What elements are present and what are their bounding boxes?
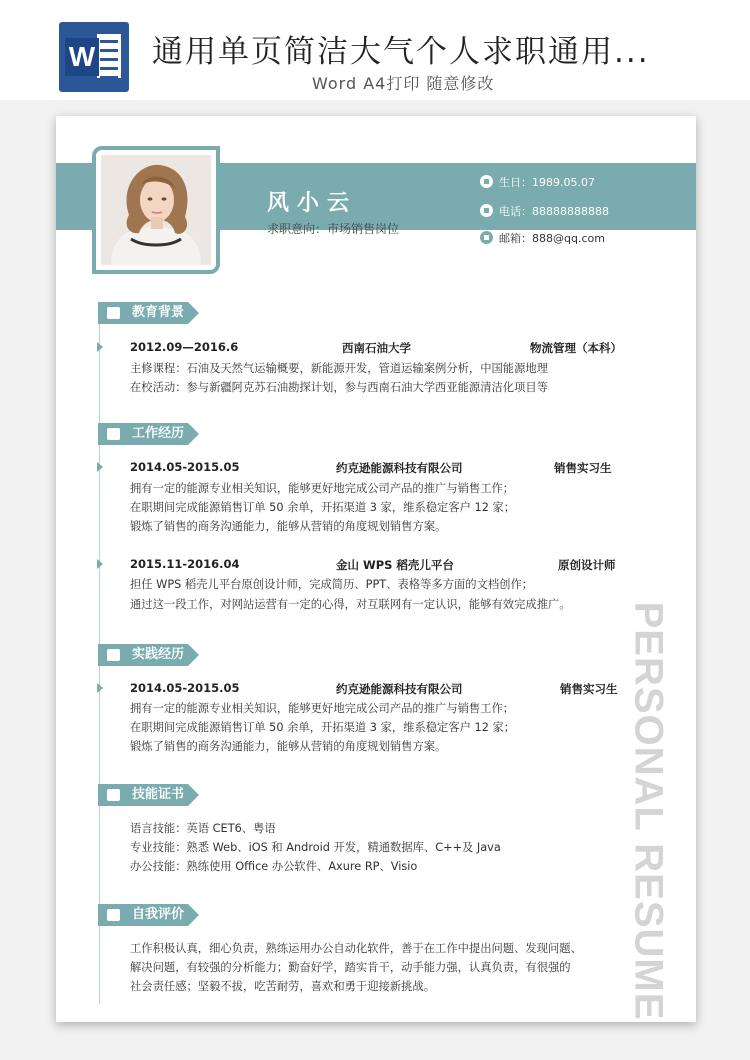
birthday-icon (480, 175, 493, 188)
section-header-skills: 技能证书 (98, 784, 188, 806)
education-line: 在校活动：参与新疆阿克苏石油勘探计划，参与西南石油大学西亚能源清洁化项目等 (130, 381, 548, 394)
section-header-work: 工作经历 (98, 423, 188, 445)
mail-icon (480, 231, 493, 244)
practice-row: 2014.05-2015.05 约克逊能源科技有限公司 销售实习生 (130, 681, 618, 696)
candidate-name: 风小云 (267, 191, 358, 216)
practice-line: 在职期间完成能源销售订单 50 余单，开拓渠道 3 家，维系稳定客户 12 家； (130, 721, 516, 734)
profile-photo (101, 155, 211, 265)
job-intent: 求职意向：市场销售岗位 (267, 222, 400, 236)
work-line: 在职期间完成能源销售订单 50 余单，开拓渠道 3 家，维系稳定客户 12 家； (130, 501, 516, 514)
graduation-cap-icon (107, 307, 120, 319)
self-line: 解决问题，有较强的分析能力；勤奋好学，踏实肯干，动手能力强，认真负责，有很强的 (130, 961, 571, 974)
section-header-education: 教育背景 (98, 302, 188, 324)
watermark-text: PERSONAL RESUME (626, 601, 671, 1021)
skill-line: 专业技能：熟悉 Web、iOS 和 Android 开发，精通数据库、C++及 Java (130, 841, 501, 854)
timeline-marker (97, 342, 103, 352)
practice-line: 锻炼了销售的商务沟通能力，能够从营销的角度规划销售方案。 (130, 740, 447, 753)
skill-line: 办公技能：熟练使用 Office 办公软件、Axure RP、Visio (130, 860, 418, 873)
education-row: 2012.09—2016.6 西南石油大学 物流管理（本科） (130, 340, 622, 355)
work-line: 拥有一定的能源专业相关知识，能够更好地完成公司产品的推广与销售工作； (130, 482, 515, 495)
work-line: 担任 WPS 稻壳儿平台原创设计师，完成简历、PPT、表格等多方面的文档创作； (130, 578, 534, 591)
timeline-marker (97, 462, 103, 472)
photo-frame (92, 146, 220, 274)
timeline-marker (97, 683, 103, 693)
phone-icon (480, 204, 493, 217)
section-header-practice: 实践经历 (98, 644, 188, 666)
briefcase-icon (107, 428, 120, 440)
document-subtitle: Word A4打印 随意修改 (312, 74, 495, 93)
contact-email: 邮箱：888@qq.com (480, 230, 605, 246)
contact-birthday: 生日：1989.05.07 (480, 174, 595, 190)
section-header-self: 自我评价 (98, 904, 188, 926)
work-line: 通过这一段工作，对网站运营有一定的心得，对互联网有一定认识，能够有效完成推广。 (130, 598, 571, 611)
word-icon: W (59, 22, 129, 92)
self-line: 社会责任感；坚毅不拔，吃苦耐劳，喜欢和勇于迎接新挑战。 (130, 980, 436, 993)
document-title: 通用单页简洁大气个人求职通用... (152, 34, 650, 70)
work-row: 2015.11-2016.04 金山 WPS 稻壳儿平台 原创设计师 (130, 557, 616, 572)
practice-line: 拥有一定的能源专业相关知识，能够更好地完成公司产品的推广与销售工作； (130, 702, 515, 715)
work-line: 锻炼了销售的商务沟通能力，能够从营销的角度规划销售方案。 (130, 520, 447, 533)
person-icon (107, 909, 120, 921)
leaf-icon (107, 649, 120, 661)
self-line: 工作积极认真，细心负责，熟练运用办公自动化软件，善于在工作中提出问题、发现问题、 (130, 942, 582, 955)
skill-line: 语言技能：英语 CET6、粤语 (130, 822, 276, 835)
page-header (0, 0, 750, 100)
contact-phone: 电话：88888888888 (480, 203, 609, 219)
gear-icon (107, 789, 120, 801)
timeline-marker (97, 559, 103, 569)
work-row: 2014.05-2015.05 约克逊能源科技有限公司 销售实习生 (130, 460, 612, 475)
education-line: 主修课程：石油及天然气运输概要，新能源开发，管道运输案例分析，中国能源地理 (130, 362, 548, 375)
resume-page (56, 116, 696, 1022)
